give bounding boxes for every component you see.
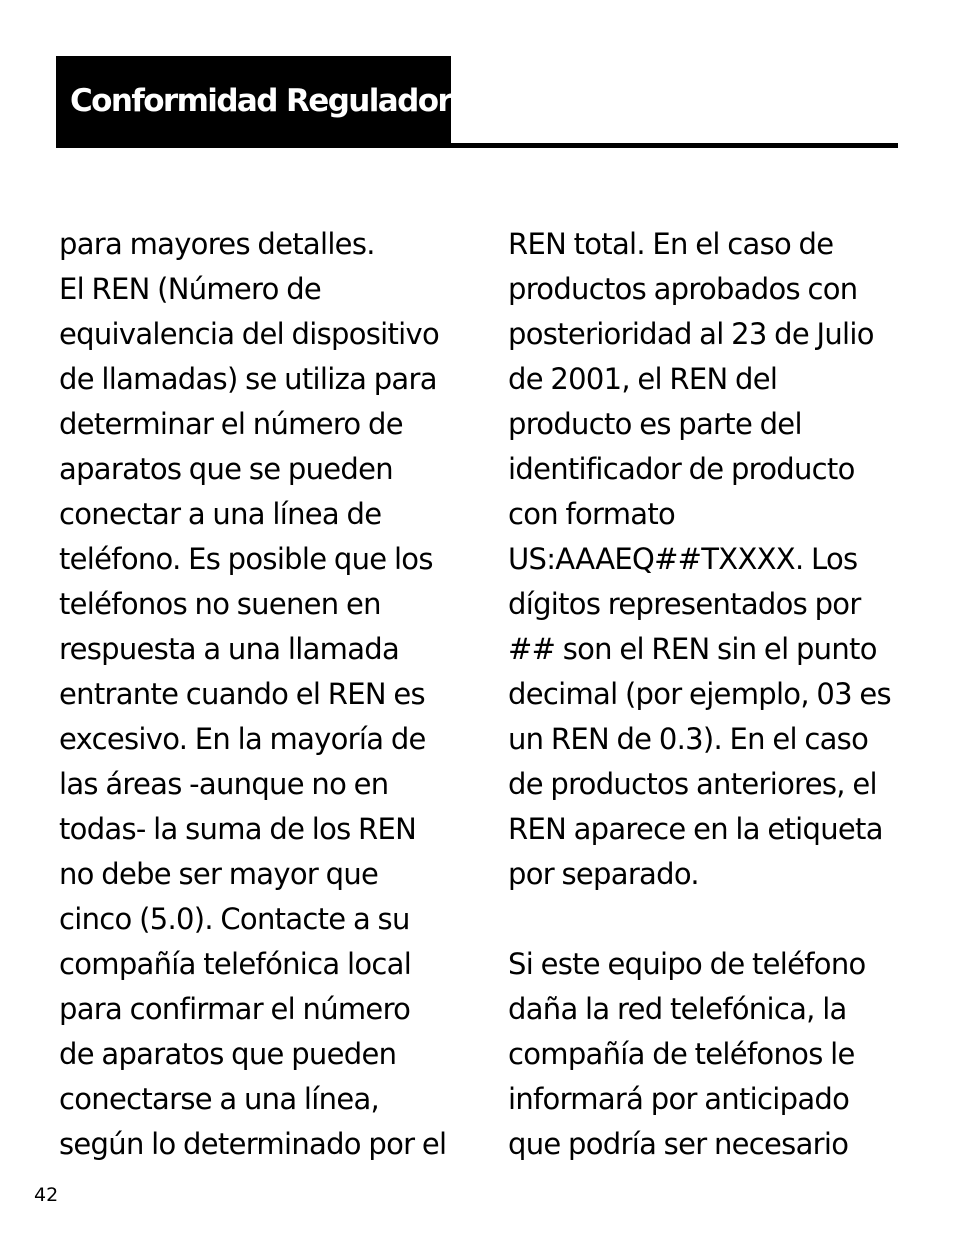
text-line: las áreas -aunque no en (59, 767, 389, 801)
text-line: excesivo. En la mayoría de (59, 722, 426, 756)
text-line: decimal (por ejemplo, 03 es (508, 677, 891, 711)
text-line: ## son el REN sin el punto (508, 632, 877, 666)
text-line: teléfono. Es posible que los (59, 542, 433, 576)
right-column (508, 222, 900, 1167)
text-line: equivalencia del dispositivo (59, 317, 440, 351)
text-line: dígitos representados por (508, 587, 861, 621)
page-number: 42 (34, 1184, 59, 1206)
text-line: respuesta a una llamada (59, 632, 400, 666)
text-line: determinar el número de (59, 407, 403, 441)
text-line: todas- la suma de los REN (59, 812, 417, 846)
text-line: El REN (Número de (59, 272, 322, 306)
text-line: productos aprobados con (508, 272, 858, 306)
text-line: por separado. (508, 857, 699, 891)
text-line: Si este equipo de teléfono (508, 947, 866, 981)
text-line: cinco (5.0). Contacte a su (59, 902, 410, 936)
text-line: aparatos que se pueden (59, 452, 393, 486)
text-line: conectar a una línea de (59, 497, 382, 531)
section-title: Conformidad Reguladora (70, 83, 471, 119)
text-line: según lo determinado por el (59, 1127, 447, 1161)
paragraph-network-damage (508, 942, 900, 1167)
text-line: de llamadas) se utiliza para (59, 362, 437, 396)
text-line: con formato (508, 497, 676, 531)
left-column (59, 222, 454, 1167)
text-line: conectarse a una línea, (59, 1082, 380, 1116)
text-line: posterioridad al 23 de Julio (508, 317, 874, 351)
header-rule (56, 143, 898, 148)
text-line: compañía de teléfonos le (508, 1037, 855, 1071)
text-line: identificador de producto (508, 452, 855, 486)
text-line: un REN de 0.3). En el caso (508, 722, 869, 756)
text-line: entrante cuando el REN es (59, 677, 425, 711)
text-line: producto es parte del (508, 407, 802, 441)
text-line: REN aparece en la etiqueta (508, 812, 883, 846)
text-line: teléfonos no suenen en (59, 587, 381, 621)
text-line: no debe ser mayor que (59, 857, 379, 891)
text-line: para mayores detalles. (59, 227, 375, 261)
text-line: para confirmar el número (59, 992, 411, 1026)
text-line: de aparatos que pueden (59, 1037, 397, 1071)
text-line: de 2001, el REN del (508, 362, 778, 396)
section-header-tab (56, 56, 471, 146)
text-line: de productos anteriores, el (508, 767, 877, 801)
text-line: daña la red telefónica, la (508, 992, 847, 1026)
paragraph-gap (508, 897, 900, 942)
paragraph-ren-identifier (508, 222, 900, 897)
text-line: compañía telefónica local (59, 947, 412, 981)
text-line: REN total. En el caso de (508, 227, 834, 261)
text-line: US:AAAEQ##TXXXX. Los (508, 542, 858, 576)
text-line: que podría ser necesario (508, 1127, 849, 1161)
text-line: informará por anticipado (508, 1082, 850, 1116)
